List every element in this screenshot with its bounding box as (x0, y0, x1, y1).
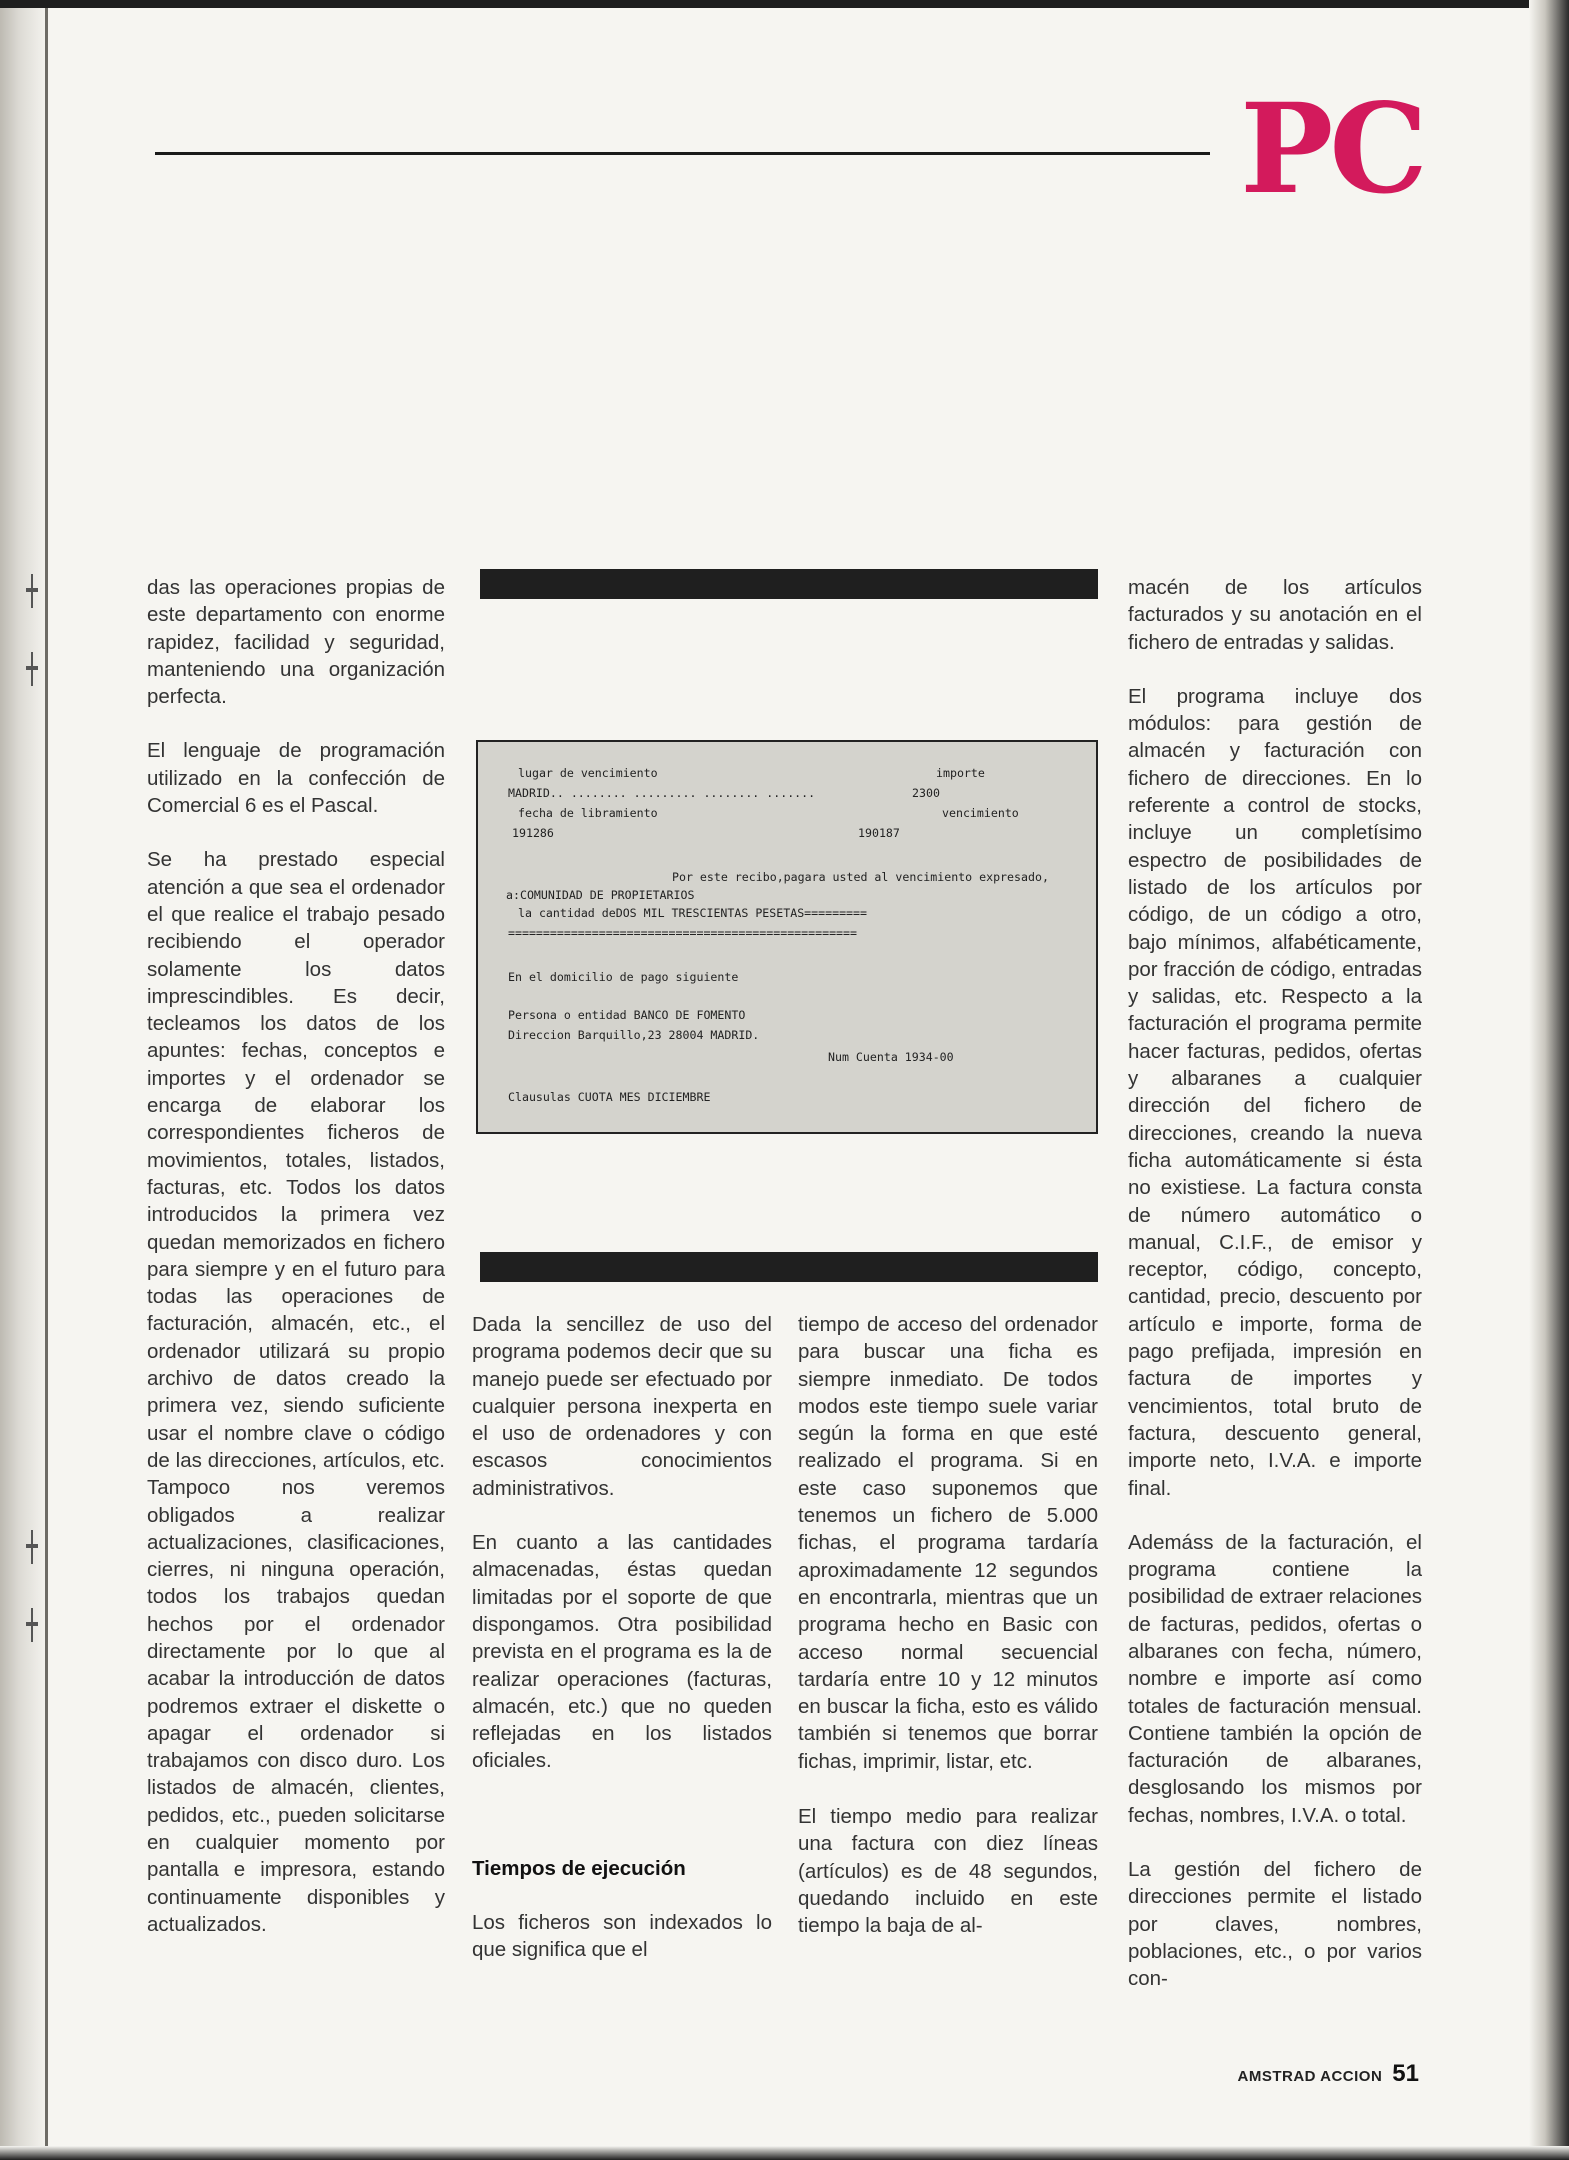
paragraph: Los ficheros son indexados lo que significa que el (472, 1910, 772, 1962)
paragraph: Dada la sencillez de uso del programa podemos decir que su manejo puede ser efectuado por cualquier persona inexperta en el uso de ordenadores y con escasos conocimientos administrativos. (472, 1313, 772, 1500)
screen-line: Persona o entidad BANCO DE FOMENTO (508, 1008, 746, 1022)
screen-line: ================================================== (508, 926, 858, 940)
screen-line: fecha de libramiento (518, 806, 658, 820)
column-right (1128, 574, 1422, 2020)
screen-line: 2300 (912, 786, 940, 800)
binding-tick-mark (24, 1530, 40, 1564)
binding-line (45, 0, 48, 2160)
binding-tick-mark (24, 1608, 40, 1642)
screen-line: 190187 (858, 826, 900, 840)
screen-line: En el domicilio de pago siguiente (508, 970, 739, 984)
screen-line: MADRID.. ........ ......... ........ ....... (508, 786, 816, 800)
screen-line: Por este recibo,pagara usted al vencimiento expresado, (672, 870, 1049, 884)
column-left (147, 574, 445, 1965)
screen-line: importe (936, 766, 985, 780)
screen-line: Direccion Barquillo,23 28004 MADRID. (508, 1028, 760, 1042)
paragraph: El programa incluye dos módulos: para gestión de almacén y facturación con fichero de direcciones. En lo referente a control de stocks, incluye un completísimo espectro de posibilidades de listado de los artículos por código, de un código a otro, bajo mínimos, alfabéticamente, por fracción de código, entradas y salidas, etc. Respecto a la facturación el programa permite hacer facturas, pedidos, ofertas y albaranes a cualquier dirección del fichero de direcciones, creando la nueva ficha automáticamente si ésta no existiese. La factura consta de número automático o manual, C.I.F., de emisor y receptor, código, concepto, cantidad, precio, descuento por artículo e importe, forma de pago prefijada, impresión en factura de importes y vencimientos, total bruto de factura, descuento general, importe neto, I.V.A. e importe final. (1128, 684, 1422, 1500)
paragraph: macén de los artículos facturados y su anotación en el fichero de entradas y salidas. (1128, 576, 1422, 654)
screen-line: Num Cuenta 1934-00 (828, 1050, 954, 1064)
paragraph: La gestión del fichero de direcciones permite el listado por claves, nombres, poblaciones, etc., o por varios con- (1128, 1858, 1422, 1991)
paragraph: Se ha prestado especial atención a que sea el ordenador el que realice el trabajo pesado recibiendo el operador solamente los datos imprescindibles. Es decir, tecleamos los datos de los apuntes: fechas, conceptos e importes y el ordenador se encarga de elaborar los correspondientes ficheros de movimientos, totales, listados, facturas, etc. Todos los datos introducidos la primera vez quedan memorizados en fichero para siempre y en el futuro para todas las operaciones de facturación, almacén, etc., el ordenador utilizará su propio archivo de datos creado la primera vez, siendo suficiente usar el nombre clave o código de las direcciones, artículos, etc. Tampoco nos veremos obligados a realizar actualizaciones, clasificaciones, cierres, ni ninguna operación, todos los trabajos quedan hechos por el ordenador directamente por lo que al acabar la introducción de datos podremos extraer el diskette o apagar el ordenador si trabajamos con disco duro. Los listados de almacén, clientes, pedidos, etc., pueden solicitarse en cualquier momento por pantalla e impresora, estando continuamente disponibles y actualizados. (147, 848, 445, 1936)
paragraph: El lenguaje de programación utilizado en la confección de Comercial 6 es el Pascal. (147, 739, 445, 818)
paragraph: tiempo de acceso del ordenador para buscar una ficha es siempre inmediato. De todos modos este tiempo suele variar según la forma en que esté realizado el programa. Si en este caso suponemos que tenemos un fichero de 5.000 fichas, el programa tardaría aproximadamente 12 segundos en encontrarla, mientras que un programa hecho en Basic con acceso normal secuencial tardaría entre 10 y 12 minutos en buscar la ficha, esto es válido también si tenemos que borrar fichas, imprimir, listar, etc. (798, 1313, 1098, 1773)
screenshot-receipt-screen (476, 740, 1098, 1134)
screen-line: vencimiento (942, 806, 1019, 820)
paragraph: das las operaciones propias de este departamento con enorme rapidez, facilidad y seguridad, manteniendo una organización perfecta. (147, 576, 445, 709)
binding-shadow (0, 0, 48, 2160)
screen-line: a:COMUNIDAD DE PROPIETARIOS (506, 888, 695, 902)
column-middle (472, 1311, 772, 1990)
magazine-name: AMSTRAD ACCION (1237, 2068, 1383, 2085)
header-rule (155, 152, 1210, 155)
page-number: 51 (1392, 2060, 1419, 2087)
page-right-edge (1529, 0, 1569, 2160)
binding-tick-mark (24, 652, 40, 686)
screenshot-top-bar (480, 569, 1098, 599)
screen-line: lugar de vencimiento (518, 766, 658, 780)
screen-line: Clausulas CUOTA MES DICIEMBRE (508, 1090, 711, 1104)
screenshot-bottom-bar (480, 1252, 1098, 1282)
paragraph: En cuanto a las cantidades almacenadas, éstas quedan limitadas por el soporte de que dispongamos. Otra posibilidad prevista en el programa es la de realizar operaciones (facturas, almacén, etc.) que no queden reflejadas en los listados oficiales. (472, 1531, 772, 1773)
column-third (798, 1311, 1098, 1967)
subheading: Tiempos de ejecución (472, 1856, 686, 1880)
screen-line: 191286 (512, 826, 554, 840)
page-footer (1238, 2060, 1419, 2088)
section-title: PC (1240, 77, 1424, 222)
binding-tick-mark (24, 574, 40, 608)
page-bottom-edge (0, 2146, 1569, 2160)
paragraph: Ademáss de la facturación, el programa contiene la posibilidad de extraer relaciones de facturas, pedidos, ofertas o albaranes con fecha, número, nombre e importe así como totales de facturación mensual. Contiene también la opción de facturación de albaranes, desglosando los mismos por fechas, nombres, I.V.A. o total. (1128, 1530, 1423, 1827)
page-top-edge (0, 0, 1569, 8)
paragraph: El tiempo medio para realizar una factura con diez líneas (artículos) es de 48 segundos, quedando incluido en este tiempo la baja de al- (798, 1805, 1098, 1938)
screen-line: la cantidad deDOS MIL TRESCIENTAS PESETAS========= (518, 906, 868, 920)
